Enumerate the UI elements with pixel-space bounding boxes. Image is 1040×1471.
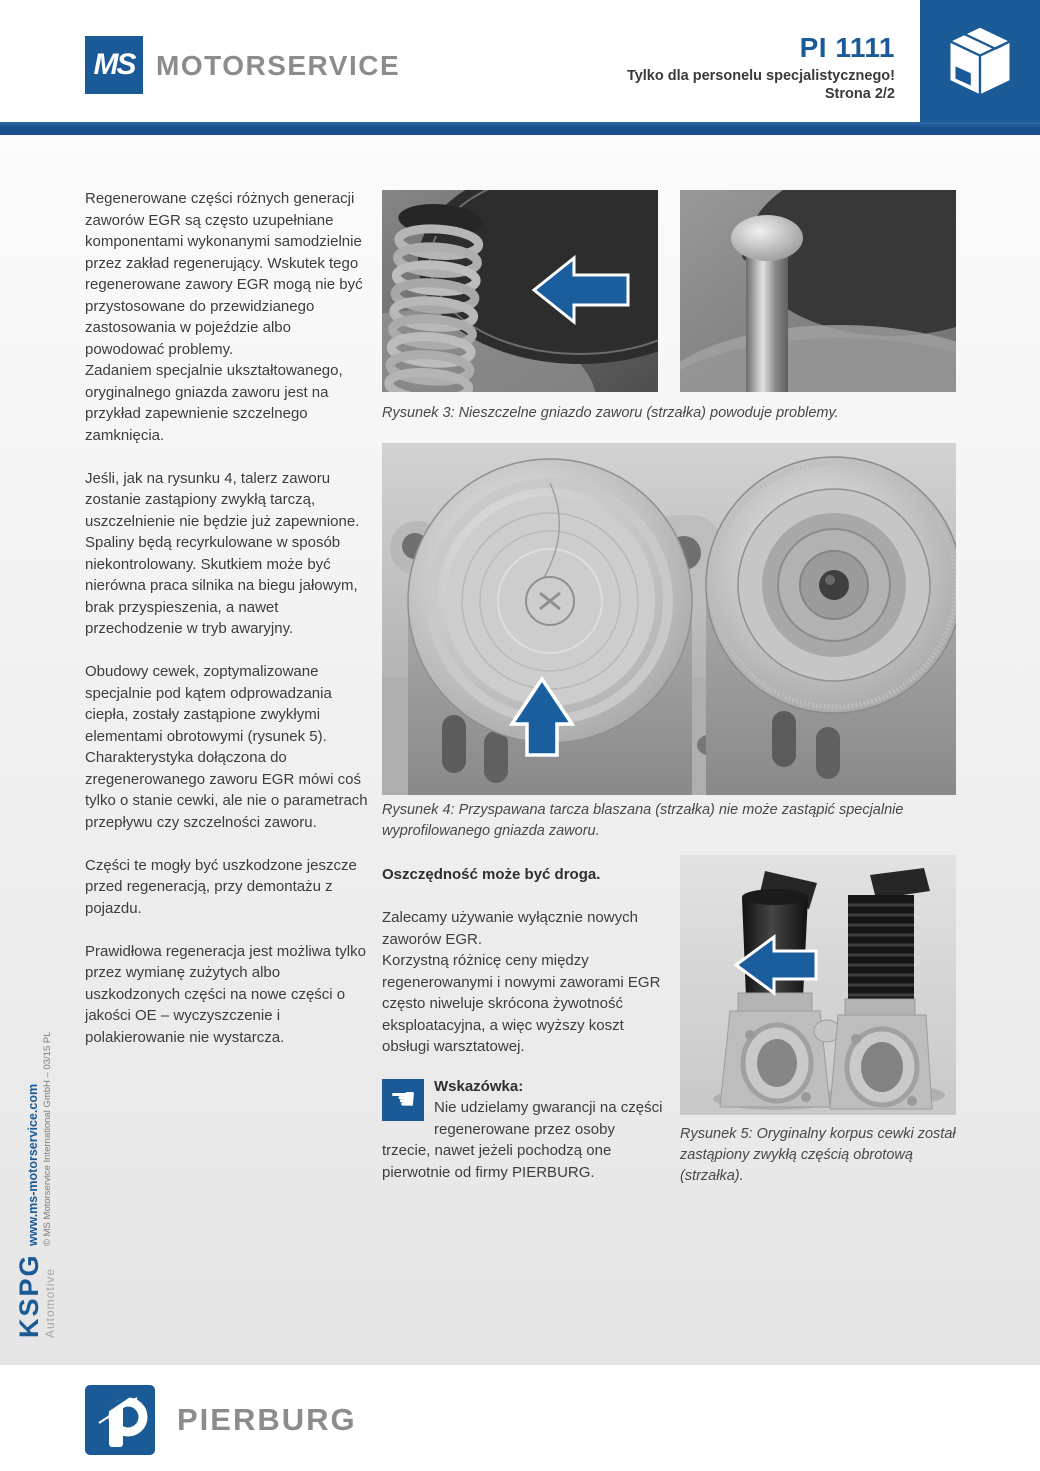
valve-stem-rod bbox=[746, 250, 788, 392]
section-heading: Oszczędność może być droga. bbox=[382, 866, 601, 883]
hint-title: Wskazówka: bbox=[434, 1077, 524, 1095]
pointing-hand-icon bbox=[382, 1079, 424, 1121]
kspg-subtitle: Automotive bbox=[43, 1267, 57, 1338]
figure3-photo-valve-stem bbox=[680, 190, 956, 392]
figure3-caption: Rysunek 3: Nieszczelne gniazdo zaworu (strzałka) powoduje problemy. bbox=[382, 405, 839, 421]
website-url: www.ms-motorservice.com bbox=[26, 1083, 40, 1246]
pointing-hand-glyph: ☚ bbox=[389, 1081, 417, 1117]
figure5-photo-egr-valves bbox=[680, 855, 956, 1115]
paragraph: Zalecamy używanie wyłącznie nowych zaworów EGR. bbox=[382, 909, 638, 948]
header-divider-band bbox=[0, 122, 1040, 135]
ms-logo-icon bbox=[85, 36, 143, 94]
brand-name: MOTORSERVICE bbox=[156, 50, 401, 81]
kspg-logo bbox=[16, 1253, 58, 1338]
paragraph: Części te mogły być uszkodzone jeszcze przed regeneracją, przy demontażu z pojazdu. bbox=[85, 856, 357, 917]
left-text-column bbox=[85, 188, 369, 1048]
pierburg-logo-icon bbox=[85, 1385, 155, 1455]
footer bbox=[0, 1365, 1040, 1471]
pierburg-wordmark: PIERBURG bbox=[177, 1402, 357, 1437]
figure5-caption: Rysunek 5: Oryginalny korpus cewki został zastąpiony zwykłą częścią obrotową (strzałka). bbox=[680, 1126, 956, 1184]
figure4-caption: Rysunek 4: Przyspawana tarcza blaszana (strzałka) nie może zastąpić specjalnie wyprofilowanego gniazda zaworu. bbox=[382, 802, 904, 839]
figure3-photo-valve-seat-leaky bbox=[382, 190, 658, 392]
page-number: Strona 2/2 bbox=[824, 86, 895, 102]
ms-logo-monogram: MS bbox=[93, 48, 135, 81]
pierburg-logo bbox=[85, 1385, 357, 1455]
paragraph: Obudowy cewek, zoptymalizowane specjalnie pod kątem odprowadzania ciepła, zostały zastąpione zwykłymi elementami obrotowymi (rysunek 5). bbox=[85, 663, 332, 745]
header-meta bbox=[475, 32, 895, 102]
paragraph: Prawidłowa regeneracja jest możliwa tylko przez wymianę zużytych albo uszkodzonych części na nowe części o jakości OE – wyczyszczenie i polakierowanie nie wystarcza. bbox=[85, 942, 366, 1046]
package-icon bbox=[920, 0, 1040, 122]
hint-box bbox=[382, 1076, 664, 1184]
kspg-wordmark: KSPG bbox=[14, 1253, 44, 1338]
vertical-imprint bbox=[26, 1031, 54, 1246]
middle-text-column bbox=[382, 864, 664, 1183]
paragraph: Korzystną różnicę ceny między regenerowanymi i nowymi zaworami EGR często niweluje skrócona żywotność eksploatacyjna, a więc wyższy koszt obsługi warsztatowej. bbox=[382, 952, 661, 1055]
copyright-line: © MS Motorservice International GmbH – 03/15 PL bbox=[42, 1031, 53, 1246]
header bbox=[0, 0, 1040, 122]
document-id: PI 1111 bbox=[799, 32, 895, 63]
header-subtitle: Tylko dla personelu specjalistycznego! bbox=[626, 68, 895, 84]
hint-text: Nie udzielamy gwarancji na części regenerowane przez osoby trzecie, nawet jeżeli pochodzą one pierwotnie od firmy PIERBURG. bbox=[382, 1099, 663, 1181]
paragraph: Regenerowane części różnych generacji zaworów EGR są często uzupełniane komponentami wykonanymi samodzielnie przez zakład regenerujący. Wskutek tego regenerowane zawory EGR mogą nie być przystosowane do przewidzianego zastosowania w pojeździe albo powodować problemy. bbox=[85, 190, 363, 358]
paragraph: Charakterystyka dołączona do zregenerowanego zaworu EGR mówi coś tylko o stanie cewki, ale nie o parametrach przepływu czy szczelności zaworu. bbox=[85, 749, 368, 831]
paragraph: Zadaniem specjalnie ukształtowanego, oryginalnego gniazda zaworu jest na przykład zapewnienie szczelnego zamknięcia. bbox=[85, 362, 343, 444]
paragraph: Jeśli, jak na rysunku 4, talerz zaworu zostanie zastąpiony zwykłą tarczą, uszczelnienie nie będzie już zapewnione. Spaliny będą recyrkulowane w sposób niekontrolowany. Skutkiem może być nierówna praca silnika na biegu jałowym, brak przyspieszenia, a nawet przechodzenie w tryb awaryjny. bbox=[85, 469, 360, 637]
figure4-photo-welded-disc bbox=[382, 443, 956, 795]
